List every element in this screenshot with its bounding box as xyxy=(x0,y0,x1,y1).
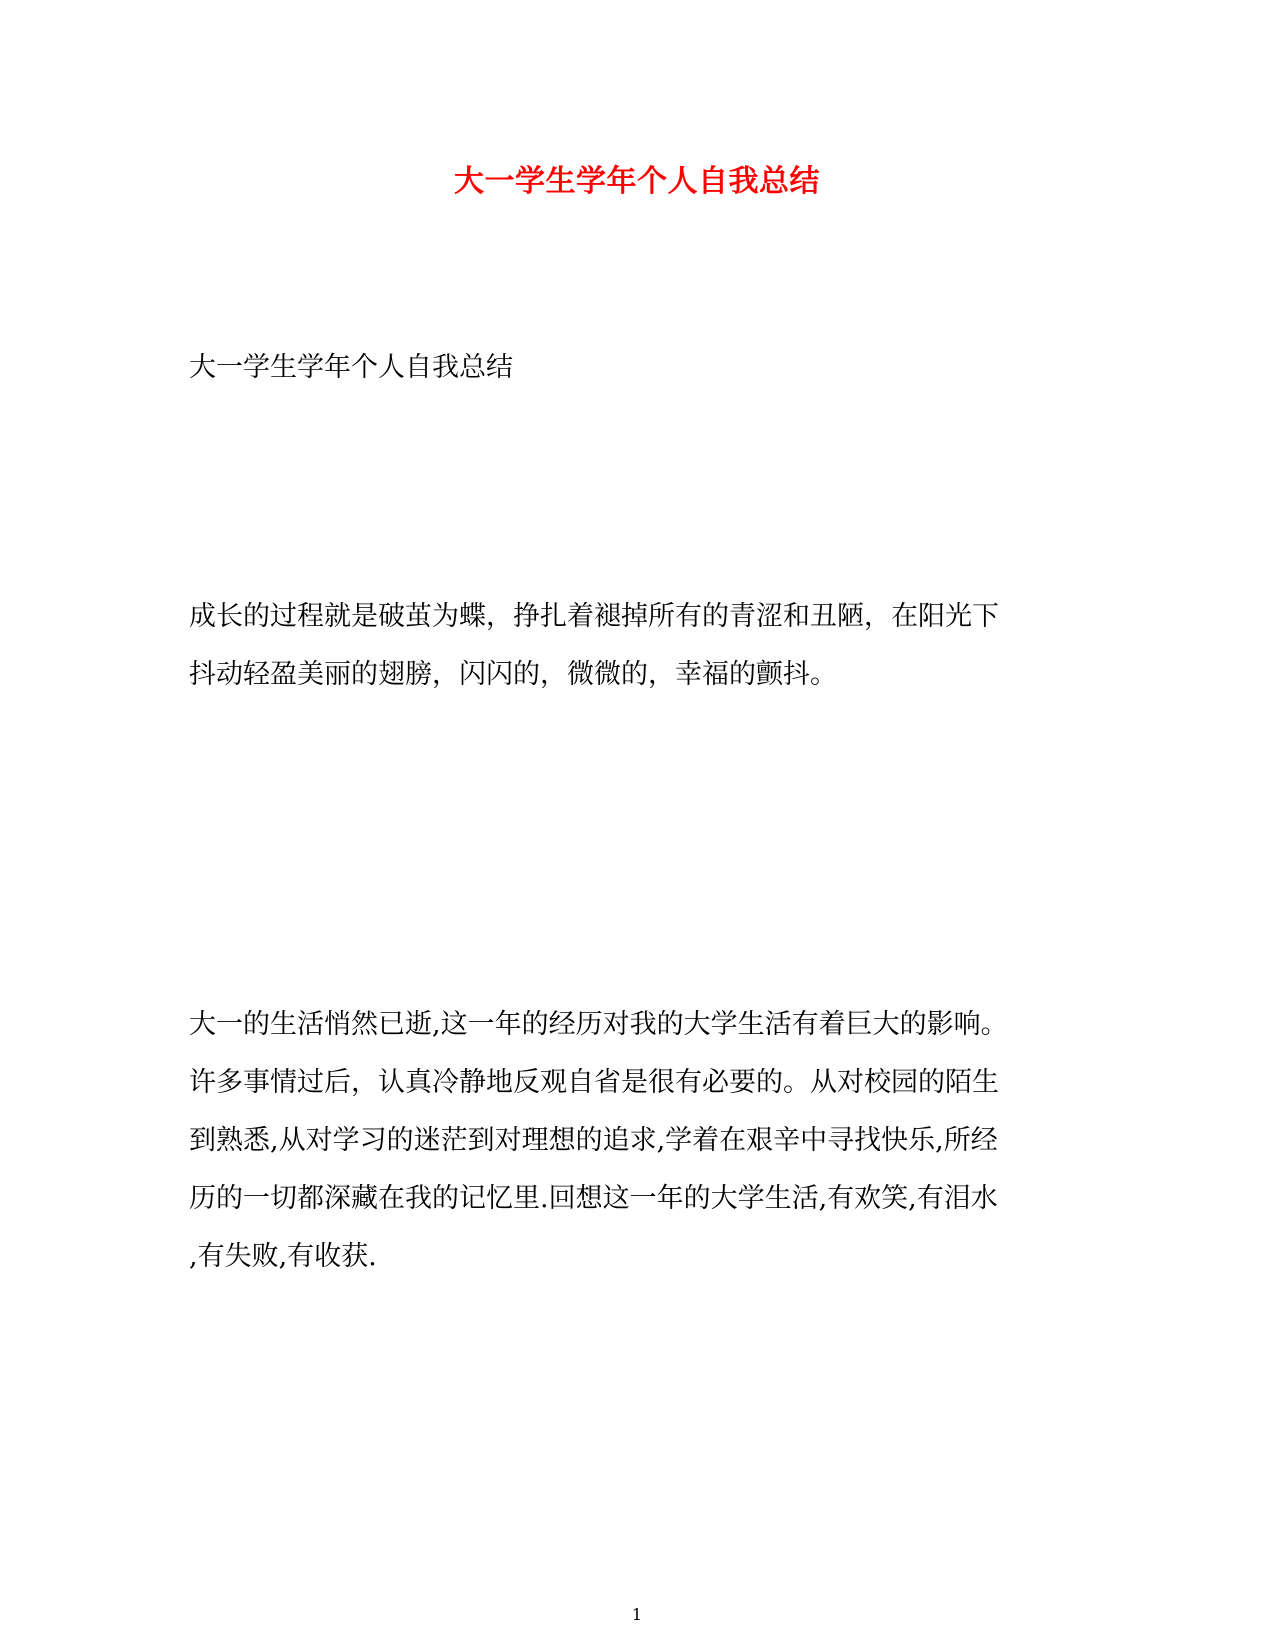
paragraph-line: 大一的生活悄然已逝,这一年的经历对我的大学生活有着巨大的影响。 xyxy=(189,1009,1008,1040)
paragraph-line: 成长的过程就是破茧为蝶，挣扎着褪掉所有的青涩和丑陋，在阳光下 xyxy=(189,601,999,632)
document-title: 大一学生学年个人自我总结 xyxy=(454,164,820,199)
paragraph-2 xyxy=(189,996,1089,1286)
paragraph-line: 抖动轻盈美丽的翅膀，闪闪的，微微的，幸福的颤抖。 xyxy=(189,659,837,690)
paragraph-line: 到熟悉,从对学习的迷茫到对理想的追求,学着在艰辛中寻找快乐,所经 xyxy=(189,1125,998,1156)
paragraph-1 xyxy=(189,588,1089,704)
paragraph-line: 历的一切都深藏在我的记忆里.回想这一年的大学生活,有欢笑,有泪水 xyxy=(189,1183,998,1214)
paragraph-line: ,有失败,有收获. xyxy=(189,1241,377,1272)
paragraph-line: 许多事情过后，认真冷静地反观自省是很有必要的。从对校园的陌生 xyxy=(189,1067,999,1098)
document-subtitle: 大一学生学年个人自我总结 xyxy=(189,352,513,383)
page-number: 1 xyxy=(631,1605,643,1624)
